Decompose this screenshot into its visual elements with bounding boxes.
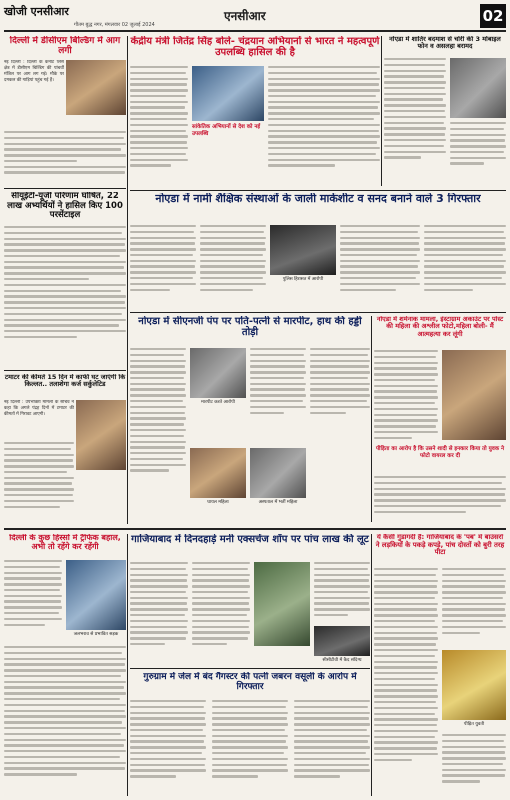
divider <box>4 528 506 530</box>
story-body <box>130 700 206 781</box>
story-excerpt: नई दिल्ली : दिल्ली के कनॉट प्लेस क्षेत्र में डीसीएम बिल्डिंग की पांचवीं मंजिल पर आग लग गई। मौके पर दमकल की गाड़ियां पहुंच गई हैं। <box>4 60 64 83</box>
headline: गुरुग्राम में जेल में बंद गैंगस्टर की पत्नी जबरन वसूली के आरोप में गिरफ्तार <box>143 672 357 693</box>
story-body-col3 <box>340 225 420 294</box>
divider <box>130 312 506 313</box>
story-body-col3 <box>310 348 370 417</box>
waterlogging-photo <box>66 560 126 630</box>
tomato-photo <box>76 400 126 470</box>
pub-photo <box>442 650 506 720</box>
story-body-cont <box>374 476 506 516</box>
headline: नोएडा में शातिर बदमाश से चोरी की 3 मोबाइल फोन व असलहा बरामद <box>389 36 501 51</box>
story-minister <box>130 36 380 186</box>
minister-photo <box>192 66 264 121</box>
fire-photo <box>66 60 126 115</box>
victim-photo <box>442 350 506 440</box>
story-body-cont <box>4 646 126 779</box>
hospital-photo <box>250 448 306 498</box>
story-body <box>130 562 188 649</box>
story-delhi-fire <box>4 36 126 186</box>
accused-photo <box>450 58 506 118</box>
story-ghaziabad <box>130 534 370 666</box>
story-body-col4 <box>424 225 506 294</box>
story-tomato <box>4 374 126 524</box>
photo-caption: जलभराव से प्रभावित सड़क <box>73 632 119 637</box>
story-body-right <box>268 66 380 170</box>
divider <box>130 668 370 669</box>
photo-caption-1: मारपीट करते आरोपी <box>201 400 235 405</box>
story-bouncers <box>374 534 506 796</box>
story-body <box>4 560 62 629</box>
story-cuet <box>4 192 126 368</box>
story-body <box>374 350 438 443</box>
story-body-col2-cont <box>442 734 506 786</box>
section-name: एनसीआर <box>224 9 266 23</box>
divider <box>4 188 126 189</box>
photo-caption: पीड़ित युवती <box>463 722 485 727</box>
divider <box>4 370 126 371</box>
injured-woman-photo <box>190 448 246 498</box>
page-number: 02 <box>480 4 506 28</box>
story-body-col3 <box>294 700 370 781</box>
headline: गाजियाबाद में दिनदहाड़े मनी एक्सचेंज शॉप पर पांच लाख की लूट <box>131 534 369 545</box>
column-rule <box>381 36 382 186</box>
story-delhi-traffic <box>4 534 126 796</box>
column-rule <box>127 36 128 524</box>
assault-photo <box>190 348 246 398</box>
column-rule <box>371 534 372 796</box>
police-photo <box>254 562 310 646</box>
masthead-subline: गौतम बुद्ध नगर, मंगलवार 02 जुलाई 2024 <box>74 22 155 28</box>
story-body <box>384 58 446 162</box>
headline: सीयूईटी-यूजी परिणाम घोषित, 22 लाख अभ्यर्थियों ने हासिल किए 100 परसेंटाइल <box>7 192 123 221</box>
headline: दिल्ली के कुछ हिस्सों में ट्रैफिक बहाल, अभी तो रहेंगे कर रहेंगी <box>9 534 121 551</box>
story-body-col2 <box>250 348 306 417</box>
story-body-col3 <box>314 562 370 620</box>
headline: टमाटर की कीमतें 15 दिन में काफी घट जाएंगी कि किल्लत.. तलाशेगा कर्ज सर्कुलेटिड <box>4 374 126 389</box>
story-body <box>130 225 196 294</box>
headline: केंद्रीय मंत्री जितेंद्र सिंह बोले- चंद्रयान अभियानों से भारत ने महत्वपूर्ण उपलब्धि हासिल की है <box>130 36 380 59</box>
story-body <box>374 568 438 765</box>
photo-caption: पुलिस हिरासत में आरोपी <box>282 277 324 282</box>
story-body-cont <box>450 122 506 168</box>
story-body-col2 <box>200 225 266 294</box>
story-gurugram <box>130 672 370 796</box>
column-rule <box>127 534 128 796</box>
story-noida-robbery <box>384 36 506 186</box>
story-body <box>4 442 74 511</box>
photo-caption: सीसीटीवी में कैद संदिग्ध <box>322 658 362 663</box>
column-rule <box>371 316 372 522</box>
story-body <box>130 66 188 170</box>
headline: दिल्ली में डीसीएम बिल्डिंग में आग लगी <box>9 36 121 57</box>
arrest-photo <box>270 225 336 275</box>
divider <box>130 190 506 191</box>
masthead <box>4 4 506 32</box>
story-body <box>4 131 126 177</box>
headline: ये कैसी गुंडागर्दी है: गाजियाबाद के 'पब' में बाउंसरों ने लड़कियों के पकड़े कपड़े, पांच दोस्तों को बुरी तरह पीटा <box>375 534 505 557</box>
story-excerpt: नई दिल्ली : उपभोक्ता मामलों के सचिव ने कहा कि अगले पंद्रह दिनों में टमाटर की कीमतों में गिरावट आएगी। <box>4 400 74 417</box>
headline: नोएडा में नामी शैक्षिक संस्थाओं के जाली मार्कशीट व सनद बनाने वाले 3 गिरफ्तार <box>155 193 481 205</box>
story-body-col2 <box>212 700 288 781</box>
pull-quote: सांकेतिक अभियानों से देश को नई उपलब्धि <box>192 124 261 137</box>
photo-caption-2: घायल महिला <box>207 500 229 505</box>
cctv-photo <box>314 626 370 656</box>
pull-quote: पीड़िता का आरोप है कि उसने शादी से इनकार किया तो युवक ने फोटो वायरल कर दी <box>375 446 505 459</box>
story-instagram <box>374 316 506 522</box>
story-body <box>4 226 126 342</box>
headline: नोएडा में सीएनजी पंप पर पति-पत्नी से मारपीट, हाथ की हड्डी तोड़ी <box>138 316 362 339</box>
headline: नोएडा में शर्मनाक मामला, इंस्टाग्राम अकाउंट पर पोस्ट की महिला की अश्लील फोटो,महिला बोली- मैं आत्महत्या कर लूंगी <box>376 316 504 338</box>
story-body-col2 <box>192 562 250 649</box>
photo-caption-3: अस्पताल में भर्ती महिला <box>258 500 298 505</box>
story-fake-marksheet <box>130 193 506 311</box>
paper-name: खोजी एनसीआर <box>4 5 69 18</box>
story-body-col2 <box>442 568 506 637</box>
story-cng <box>130 316 370 522</box>
story-body <box>130 348 186 475</box>
